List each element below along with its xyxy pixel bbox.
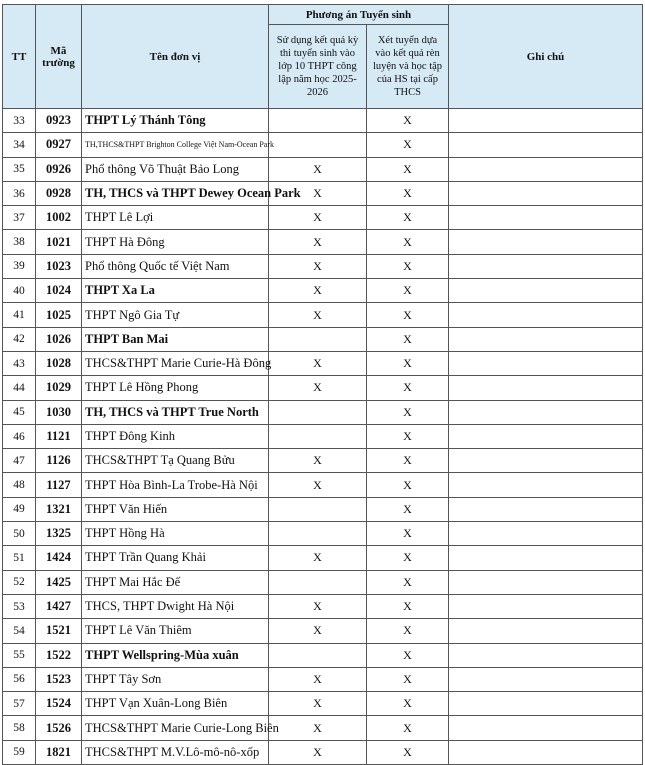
school-name: THCS&THPT Marie Curie-Long Biên	[82, 716, 269, 740]
school-code: 1127	[36, 473, 82, 497]
option-record-mark: X	[367, 133, 449, 157]
school-code: 1025	[36, 303, 82, 327]
school-name: THCS, THPT Dwight Hà Nội	[82, 594, 269, 618]
table-row	[3, 473, 643, 497]
table-row	[3, 133, 643, 157]
school-code: 0926	[36, 157, 82, 181]
option-record-mark: X	[367, 279, 449, 303]
table-body	[3, 109, 643, 765]
school-code: 1523	[36, 667, 82, 691]
school-name: Phổ thông Võ Thuật Bảo Long	[82, 157, 269, 181]
option-exam-mark: X	[269, 473, 367, 497]
row-number: 44	[3, 376, 36, 400]
option-exam-mark: X	[269, 376, 367, 400]
table-row	[3, 254, 643, 278]
option-record-mark: X	[367, 643, 449, 667]
row-number: 55	[3, 643, 36, 667]
table-row	[3, 181, 643, 205]
school-name: THCS&THPT Tạ Quang Bửu	[82, 449, 269, 473]
school-code: 1028	[36, 351, 82, 375]
note-cell	[449, 716, 643, 740]
school-name: THPT Trần Quang Khải	[82, 546, 269, 570]
school-code: 1029	[36, 376, 82, 400]
option-exam-mark: X	[269, 667, 367, 691]
school-name: THPT Lý Thánh Tông	[82, 109, 269, 133]
option-exam-mark: X	[269, 449, 367, 473]
row-number: 49	[3, 497, 36, 521]
school-name: THPT Vạn Xuân-Long Biên	[82, 692, 269, 716]
note-cell	[449, 181, 643, 205]
header-tt: TT	[3, 5, 36, 109]
row-number: 57	[3, 692, 36, 716]
note-cell	[449, 740, 643, 764]
option-exam-mark: X	[269, 157, 367, 181]
school-code: 1126	[36, 449, 82, 473]
school-code: 0927	[36, 133, 82, 157]
school-name: TH, THCS và THPT Dewey Ocean Park	[82, 181, 269, 205]
row-number: 35	[3, 157, 36, 181]
option-record-mark: X	[367, 716, 449, 740]
option-record-mark: X	[367, 157, 449, 181]
table-row	[3, 522, 643, 546]
note-cell	[449, 303, 643, 327]
school-code: 0923	[36, 109, 82, 133]
option-record-mark: X	[367, 206, 449, 230]
note-cell	[449, 473, 643, 497]
school-name: THPT Tây Sơn	[82, 667, 269, 691]
option-exam-mark: X	[269, 351, 367, 375]
school-name: THCS&THPT M.V.Lô-mô-nô-xốp	[82, 740, 269, 764]
row-number: 43	[3, 351, 36, 375]
school-name: THPT Xa La	[82, 279, 269, 303]
header-ten-don-vi: Tên đơn vị	[82, 5, 269, 109]
option-record-mark: X	[367, 109, 449, 133]
school-name: THPT Đông Kinh	[82, 424, 269, 448]
option-record-mark: X	[367, 254, 449, 278]
header-phuong-an: Phương án Tuyển sinh	[269, 5, 449, 25]
row-number: 45	[3, 400, 36, 424]
school-name: THPT Mai Hắc Đế	[82, 570, 269, 594]
option-exam-mark: X	[269, 254, 367, 278]
option-exam-mark	[269, 109, 367, 133]
table-row	[3, 230, 643, 254]
school-code: 1021	[36, 230, 82, 254]
table-row	[3, 424, 643, 448]
table-row	[3, 546, 643, 570]
table-row	[3, 643, 643, 667]
option-exam-mark	[269, 327, 367, 351]
row-number: 52	[3, 570, 36, 594]
option-record-mark: X	[367, 497, 449, 521]
note-cell	[449, 279, 643, 303]
option-record-mark: X	[367, 400, 449, 424]
note-cell	[449, 570, 643, 594]
row-number: 54	[3, 619, 36, 643]
school-name: Phổ thông Quốc tế Việt Nam	[82, 254, 269, 278]
note-cell	[449, 157, 643, 181]
row-number: 47	[3, 449, 36, 473]
row-number: 59	[3, 740, 36, 764]
school-code: 1024	[36, 279, 82, 303]
row-number: 39	[3, 254, 36, 278]
option-exam-mark: X	[269, 594, 367, 618]
school-name: THPT Hồng Hà	[82, 522, 269, 546]
school-name: THCS&THPT Marie Curie-Hà Đông	[82, 351, 269, 375]
note-cell	[449, 133, 643, 157]
option-exam-mark: X	[269, 303, 367, 327]
note-cell	[449, 400, 643, 424]
option-exam-mark	[269, 643, 367, 667]
note-cell	[449, 643, 643, 667]
option-exam-mark	[269, 570, 367, 594]
option-exam-mark	[269, 400, 367, 424]
table-row	[3, 351, 643, 375]
option-record-mark: X	[367, 424, 449, 448]
school-name: THPT Văn Hiến	[82, 497, 269, 521]
note-cell	[449, 230, 643, 254]
school-code: 1325	[36, 522, 82, 546]
option-exam-mark: X	[269, 619, 367, 643]
school-name: TH,THCS&THPT Brighton College Việt Nam-Ocean Park	[82, 133, 269, 157]
school-name: THPT Ban Mai	[82, 327, 269, 351]
option-record-mark: X	[367, 449, 449, 473]
admission-table	[2, 4, 643, 765]
note-cell	[449, 594, 643, 618]
school-code: 1030	[36, 400, 82, 424]
table-row	[3, 692, 643, 716]
school-name: TH, THCS và THPT True North	[82, 400, 269, 424]
table-row	[3, 400, 643, 424]
header-ghi-chu: Ghi chú	[449, 5, 643, 109]
note-cell	[449, 376, 643, 400]
option-exam-mark: X	[269, 692, 367, 716]
option-exam-mark: X	[269, 181, 367, 205]
row-number: 42	[3, 327, 36, 351]
school-code: 1522	[36, 643, 82, 667]
option-record-mark: X	[367, 619, 449, 643]
table-row	[3, 109, 643, 133]
table-row	[3, 449, 643, 473]
row-number: 40	[3, 279, 36, 303]
note-cell	[449, 667, 643, 691]
option-exam-mark	[269, 497, 367, 521]
option-record-mark: X	[367, 667, 449, 691]
option-exam-mark: X	[269, 546, 367, 570]
option-exam-mark: X	[269, 716, 367, 740]
school-code: 1002	[36, 206, 82, 230]
school-name: THPT Lê Hồng Phong	[82, 376, 269, 400]
option-record-mark: X	[367, 473, 449, 497]
school-name: THPT Hòa Bình-La Trobe-Hà Nội	[82, 473, 269, 497]
option-record-mark: X	[367, 230, 449, 254]
header-su-dung: Sử dụng kết quả kỳ thi tuyển sinh vào lớp 10 THPT công lập năm học 2025-2026	[269, 25, 367, 109]
school-code: 1526	[36, 716, 82, 740]
school-code: 1524	[36, 692, 82, 716]
table-row	[3, 376, 643, 400]
row-number: 53	[3, 594, 36, 618]
row-number: 33	[3, 109, 36, 133]
row-number: 56	[3, 667, 36, 691]
option-record-mark: X	[367, 570, 449, 594]
table-row	[3, 594, 643, 618]
row-number: 58	[3, 716, 36, 740]
school-name: THPT Hà Đông	[82, 230, 269, 254]
school-code: 1425	[36, 570, 82, 594]
option-record-mark: X	[367, 740, 449, 764]
row-number: 38	[3, 230, 36, 254]
table-row	[3, 740, 643, 764]
note-cell	[449, 424, 643, 448]
header-ma-truong: Mã trường	[36, 5, 82, 109]
option-record-mark: X	[367, 546, 449, 570]
note-cell	[449, 327, 643, 351]
school-name: THPT Lê Lợi	[82, 206, 269, 230]
option-exam-mark	[269, 522, 367, 546]
school-code: 1521	[36, 619, 82, 643]
note-cell	[449, 351, 643, 375]
table-row	[3, 497, 643, 521]
row-number: 37	[3, 206, 36, 230]
note-cell	[449, 449, 643, 473]
row-number: 41	[3, 303, 36, 327]
school-name: THPT Wellspring-Mùa xuân	[82, 643, 269, 667]
note-cell	[449, 109, 643, 133]
school-code: 1026	[36, 327, 82, 351]
row-number: 51	[3, 546, 36, 570]
table-row	[3, 303, 643, 327]
school-name: THPT Ngô Gia Tự	[82, 303, 269, 327]
row-number: 48	[3, 473, 36, 497]
note-cell	[449, 692, 643, 716]
note-cell	[449, 206, 643, 230]
table-row	[3, 667, 643, 691]
school-code: 0928	[36, 181, 82, 205]
row-number: 46	[3, 424, 36, 448]
option-exam-mark	[269, 133, 367, 157]
table-row	[3, 716, 643, 740]
school-code: 1427	[36, 594, 82, 618]
option-exam-mark: X	[269, 279, 367, 303]
table-row	[3, 157, 643, 181]
option-record-mark: X	[367, 522, 449, 546]
option-exam-mark: X	[269, 206, 367, 230]
school-code: 1023	[36, 254, 82, 278]
table-row	[3, 619, 643, 643]
school-code: 1821	[36, 740, 82, 764]
header-xet-tuyen: Xét tuyển dựa vào kết quả rèn luyện và học tập của HS tại cấp THCS	[367, 25, 449, 109]
note-cell	[449, 497, 643, 521]
table-row	[3, 279, 643, 303]
option-record-mark: X	[367, 181, 449, 205]
option-exam-mark	[269, 424, 367, 448]
row-number: 36	[3, 181, 36, 205]
option-record-mark: X	[367, 594, 449, 618]
school-code: 1424	[36, 546, 82, 570]
option-record-mark: X	[367, 303, 449, 327]
option-exam-mark: X	[269, 230, 367, 254]
option-record-mark: X	[367, 351, 449, 375]
option-record-mark: X	[367, 692, 449, 716]
note-cell	[449, 254, 643, 278]
note-cell	[449, 619, 643, 643]
note-cell	[449, 546, 643, 570]
table-row	[3, 327, 643, 351]
option-record-mark: X	[367, 327, 449, 351]
school-code: 1121	[36, 424, 82, 448]
row-number: 34	[3, 133, 36, 157]
note-cell	[449, 522, 643, 546]
row-number: 50	[3, 522, 36, 546]
table-row	[3, 206, 643, 230]
table-row	[3, 570, 643, 594]
option-record-mark: X	[367, 376, 449, 400]
school-name: THPT Lê Văn Thiêm	[82, 619, 269, 643]
school-code: 1321	[36, 497, 82, 521]
option-exam-mark: X	[269, 740, 367, 764]
